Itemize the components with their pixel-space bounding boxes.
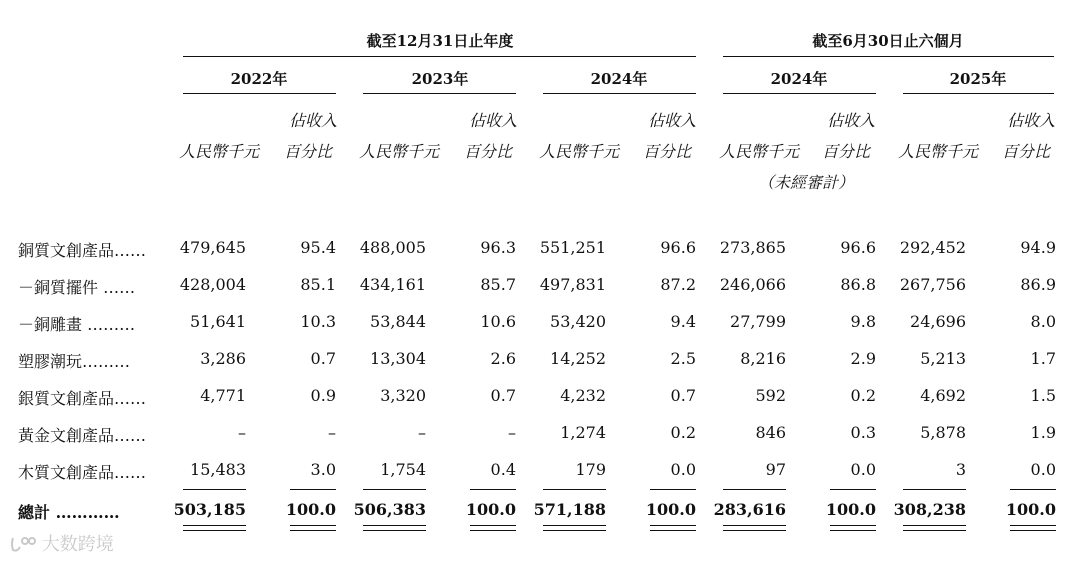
double-underline-bottom (183, 530, 246, 531)
table-row-pct-cell: 3.0 (310, 460, 336, 479)
table-row-label: 塑膠潮玩……… (18, 352, 131, 371)
total-row-amount-cell: 506,383 (353, 500, 426, 519)
table-row-pct-cell: 85.7 (480, 275, 516, 294)
table-row-pct-cell: 85.1 (300, 275, 336, 294)
double-underline-top (183, 525, 246, 526)
subheader-pct-line1: 佔收入 (827, 111, 876, 130)
table-row-pct-cell: 0.0 (670, 460, 696, 479)
total-row-pct-cell: 100.0 (645, 500, 696, 519)
double-underline-bottom (290, 530, 336, 531)
double-underline-bottom (830, 530, 876, 531)
table-row-pct-cell: 0.2 (850, 386, 876, 405)
table-row-label: －銅質擺件 …… (18, 278, 136, 297)
subheader-unaudited: （未經審計） (758, 173, 855, 192)
double-underline-top (363, 525, 426, 526)
table-row-pct-cell: – (508, 423, 516, 442)
subheader-pct-line2: 百分比 (464, 142, 513, 161)
subheader-rmb: 人民幣千元 (719, 142, 800, 161)
subheader-pct-line2: 百分比 (284, 142, 333, 161)
sep-above-total (183, 489, 246, 490)
table-row-amount-cell: – (418, 423, 426, 442)
table-row-pct-cell: 0.7 (490, 386, 516, 405)
sep-above-total (830, 489, 876, 490)
double-underline-bottom (363, 530, 426, 531)
table-row-amount-cell: 1,754 (380, 460, 426, 479)
subheader-rmb: 人民幣千元 (359, 142, 440, 161)
table-row-pct-cell: 0.3 (850, 423, 876, 442)
table-row-amount-cell: 846 (755, 423, 786, 442)
table-row-amount-cell: 15,483 (190, 460, 246, 479)
subheader-pct-line1: 佔收入 (648, 111, 697, 130)
watermark (10, 530, 114, 556)
group-underline-half (723, 56, 1054, 57)
year-header-2024-half: 2024年 (770, 70, 828, 88)
table-row-amount-cell: 428,004 (179, 275, 246, 294)
subheader-rmb: 人民幣千元 (898, 142, 979, 161)
total-row-pct-cell: 100.0 (465, 500, 516, 519)
table-row-amount-cell: 27,799 (730, 312, 786, 331)
total-row-amount-cell: 283,616 (713, 500, 786, 519)
table-row-amount-cell: 479,645 (179, 238, 246, 257)
table-row-pct-cell: 0.7 (310, 349, 336, 368)
table-row-amount-cell: 246,066 (719, 275, 786, 294)
total-row-pct-cell: 100.0 (1005, 500, 1056, 519)
table-row-pct-cell: 87.2 (660, 275, 696, 294)
total-row-amount-cell: 503,185 (173, 500, 246, 519)
table-row-amount-cell: 53,420 (550, 312, 606, 331)
year-underline-2024-half (723, 93, 876, 94)
table-row-pct-cell: 1.9 (1030, 423, 1056, 442)
double-underline-top (290, 525, 336, 526)
header-year-ended-dec31: 截至12月31日止年度 (366, 32, 514, 50)
table-row-amount-cell: 3 (955, 460, 966, 479)
year-underline-2022 (183, 93, 336, 94)
year-underline-2025-half (903, 93, 1054, 94)
table-row-pct-cell: – (328, 423, 336, 442)
table-row-amount-cell: 97 (765, 460, 786, 479)
table-row-pct-cell: 0.0 (850, 460, 876, 479)
table-row-pct-cell: 0.7 (670, 386, 696, 405)
table-row-pct-cell: 1.5 (1030, 386, 1056, 405)
double-underline-top (830, 525, 876, 526)
table-row-amount-cell: 551,251 (539, 238, 606, 257)
table-row-amount-cell: 1,274 (560, 423, 606, 442)
table-row-amount-cell: 434,161 (359, 275, 426, 294)
table-row-amount-cell: 51,641 (190, 312, 246, 331)
subheader-pct-line2: 百分比 (822, 142, 871, 161)
double-underline-top (650, 525, 696, 526)
year-header-2024: 2024年 (590, 70, 648, 88)
double-underline-bottom (650, 530, 696, 531)
total-row-pct-cell: 100.0 (825, 500, 876, 519)
double-underline-top (470, 525, 516, 526)
table-row-pct-cell: 10.6 (480, 312, 516, 331)
double-underline-top (543, 525, 606, 526)
table-row-pct-cell: 0.9 (310, 386, 336, 405)
table-row-amount-cell: – (238, 423, 246, 442)
table-row-amount-cell: 273,865 (719, 238, 786, 257)
sep-above-total (543, 489, 606, 490)
table-row-amount-cell: 53,844 (370, 312, 426, 331)
table-row-pct-cell: 9.4 (670, 312, 696, 331)
table-row-amount-cell: 267,756 (899, 275, 966, 294)
group-underline-year (183, 56, 696, 57)
subheader-pct-line1: 佔收入 (469, 111, 518, 130)
table-row-amount-cell: 14,252 (550, 349, 606, 368)
subheader-pct-line2: 百分比 (643, 142, 692, 161)
table-row-pct-cell: 2.9 (850, 349, 876, 368)
table-row-amount-cell: 5,878 (920, 423, 966, 442)
sep-above-total (723, 489, 786, 490)
table-row-amount-cell: 4,692 (920, 386, 966, 405)
table-row-amount-cell: 13,304 (370, 349, 426, 368)
table-row-pct-cell: 96.3 (480, 238, 516, 257)
double-underline-top (723, 525, 786, 526)
sep-above-total (470, 489, 516, 490)
table-row-pct-cell: 96.6 (660, 238, 696, 257)
table-row-pct-cell: 94.9 (1020, 238, 1056, 257)
double-underline-bottom (543, 530, 606, 531)
table-row-amount-cell: 4,232 (560, 386, 606, 405)
watermark-text: 大数跨境 (41, 534, 114, 555)
sep-above-total (903, 489, 966, 490)
table-row-pct-cell: 2.5 (670, 349, 696, 368)
double-underline-top (903, 525, 966, 526)
sep-above-total (1010, 489, 1056, 490)
table-row-pct-cell: 2.6 (490, 349, 516, 368)
double-underline-bottom (1010, 530, 1056, 531)
year-underline-2023 (363, 93, 516, 94)
table-row-label: 黃金文創產品…… (18, 426, 147, 445)
table-row-pct-cell: 0.2 (670, 423, 696, 442)
subheader-pct-line1: 佔收入 (1007, 111, 1056, 130)
double-underline-bottom (470, 530, 516, 531)
table-row-label: 木質文創產品…… (18, 463, 147, 482)
total-row-pct-cell: 100.0 (285, 500, 336, 519)
table-row-amount-cell: 497,831 (539, 275, 606, 294)
table-row-pct-cell: 9.8 (850, 312, 876, 331)
double-underline-bottom (903, 530, 966, 531)
table-row-amount-cell: 292,452 (899, 238, 966, 257)
table-row-amount-cell: 3,320 (380, 386, 426, 405)
table-row-amount-cell: 592 (755, 386, 786, 405)
table-row-amount-cell: 5,213 (920, 349, 966, 368)
table-row-amount-cell: 179 (575, 460, 606, 479)
table-row-amount-cell: 8,216 (740, 349, 786, 368)
total-row-label: 總計 ………… (18, 503, 120, 522)
double-underline-top (1010, 525, 1056, 526)
total-row-amount-cell: 571,188 (533, 500, 606, 519)
table-row-pct-cell: 95.4 (300, 238, 336, 257)
table-row-amount-cell: 3,286 (200, 349, 246, 368)
year-header-2022: 2022年 (230, 70, 288, 88)
table-row-pct-cell: 86.8 (840, 275, 876, 294)
double-underline-bottom (723, 530, 786, 531)
subheader-rmb: 人民幣千元 (539, 142, 620, 161)
table-row-pct-cell: 0.4 (490, 460, 516, 479)
table-row-label: －銅雕畫 ……… (18, 315, 136, 334)
table-row-pct-cell: 8.0 (1030, 312, 1056, 331)
table-row-pct-cell: 96.6 (840, 238, 876, 257)
watermark-logo-icon (10, 535, 36, 553)
year-header-2023: 2023年 (411, 70, 469, 88)
header-six-months-jun30: 截至6月30日止六個月 (812, 32, 964, 50)
table-row-amount-cell: 488,005 (359, 238, 426, 257)
table-row-pct-cell: 86.9 (1020, 275, 1056, 294)
sep-above-total (290, 489, 336, 490)
subheader-pct-line1: 佔收入 (289, 111, 338, 130)
total-row-amount-cell: 308,238 (893, 500, 966, 519)
year-header-2025-half: 2025年 (949, 70, 1007, 88)
table-row-label: 銀質文創產品…… (18, 389, 147, 408)
table-row-pct-cell: 1.7 (1030, 349, 1056, 368)
subheader-rmb: 人民幣千元 (179, 142, 260, 161)
sep-above-total (363, 489, 426, 490)
table-row-pct-cell: 0.0 (1030, 460, 1056, 479)
table-row-pct-cell: 10.3 (300, 312, 336, 331)
table-row-amount-cell: 4,771 (200, 386, 246, 405)
year-underline-2024 (543, 93, 696, 94)
sep-above-total (650, 489, 696, 490)
table-row-label: 銅質文創產品…… (18, 241, 147, 260)
table-row-amount-cell: 24,696 (910, 312, 966, 331)
subheader-pct-line2: 百分比 (1002, 142, 1051, 161)
